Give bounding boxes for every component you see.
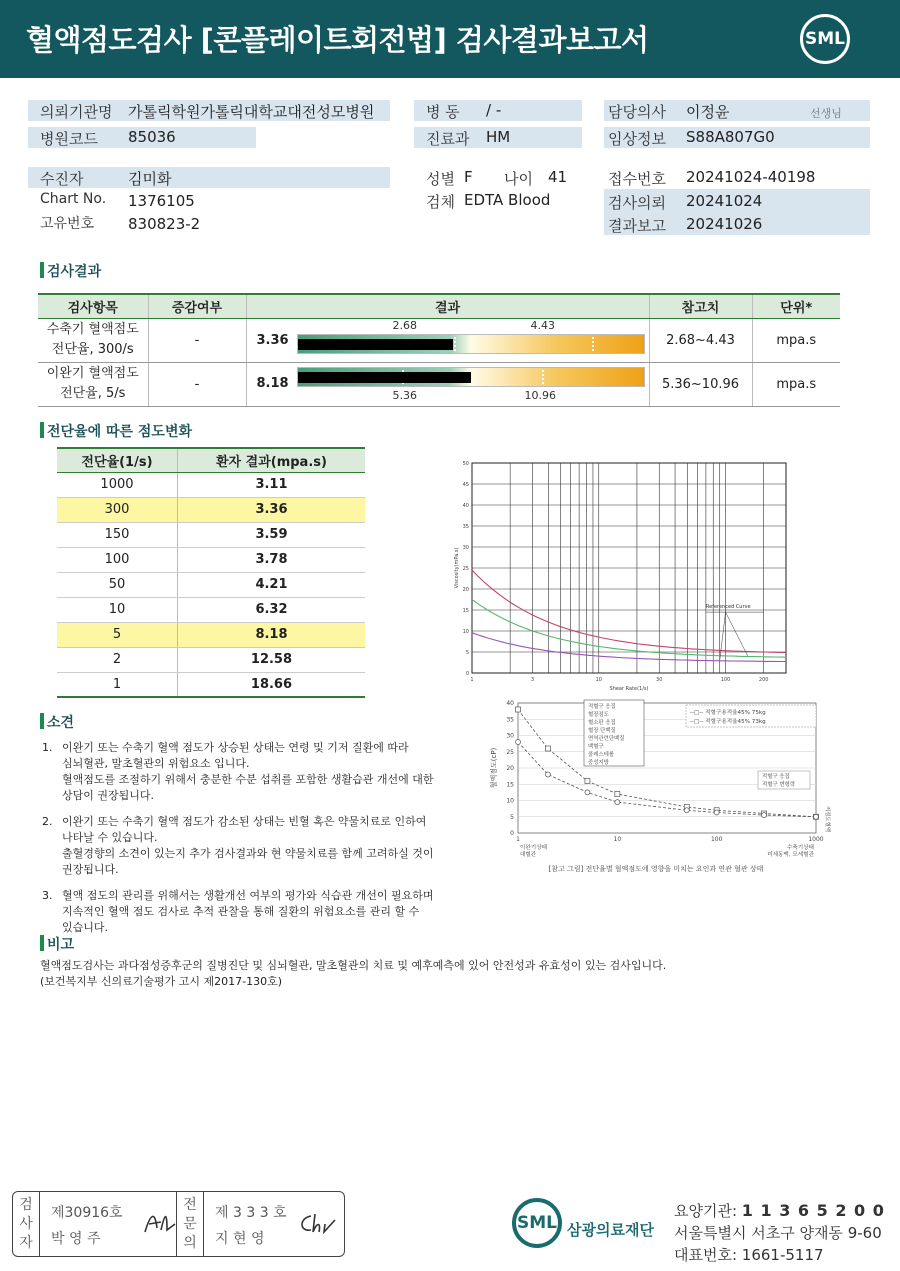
y-tick-label: 5 — [465, 650, 469, 656]
remarks-line-2: (보건복지부 신의료기술평가 고시 제2017-130호) — [40, 975, 283, 988]
data-point — [714, 810, 719, 815]
hospital-code-label: 병원코드 — [40, 130, 98, 148]
shear-rate: 1 — [57, 672, 177, 697]
request-date-value: 20241024 — [686, 192, 763, 210]
y-tick-label: 15 — [462, 608, 469, 614]
col-header-change: 증감여부 — [148, 294, 246, 318]
col-header-unit: 단위* — [752, 294, 840, 318]
tester-signature-icon — [141, 1208, 177, 1236]
opinion-line: 있습니다. — [62, 921, 109, 934]
shear-row — [57, 522, 365, 547]
factor-legend-item: 면역관련단백질 — [588, 736, 625, 742]
x-tick-label: 1000 — [808, 836, 824, 843]
item-shear-rate: 전단율, 300/s — [51, 342, 134, 357]
ref-high-tick: 4.43 — [530, 318, 555, 332]
receipt-label: 접수번호 — [608, 170, 666, 188]
remarks-section-title: 비고 — [47, 934, 74, 954]
tester-name: 박 영 주 — [51, 1231, 101, 1247]
receipt-value: 20241024-40198 — [686, 168, 816, 186]
item-name: 이완기 혈액점도 — [46, 366, 139, 381]
series-legend-item: --□-- 적혈구용적율45% 75kg — [690, 710, 766, 716]
x-tick-label: 1 — [470, 677, 474, 683]
shear-row — [57, 622, 365, 647]
col-header-item: 검사항목 — [38, 294, 148, 318]
change-flag: - — [148, 362, 246, 406]
x-left-label: 대혈관 — [520, 852, 537, 858]
data-point — [585, 790, 590, 795]
unit: mpa.s — [752, 362, 840, 406]
data-point — [585, 779, 590, 784]
age-value: 41 — [548, 168, 568, 186]
result-bar-fill — [298, 372, 471, 383]
specialist-license-no: 제 3 3 3 호 — [215, 1205, 287, 1221]
footer-phone-line: 대표번호: 1661-5117 — [674, 1246, 824, 1264]
shear-row — [57, 547, 365, 572]
footer-org-name: 삼광의료재단 — [567, 1221, 654, 1239]
doctor-label: 담당의사 — [608, 103, 666, 121]
y-tick-label: 25 — [506, 748, 514, 756]
doctor-value: 이정윤 — [686, 103, 730, 121]
y-tick-label: 5 — [510, 813, 514, 821]
remarks-line-1: 혈액점도검사는 과다점성증후군의 질병진단 및 심뇌혈관, 말초혈관의 치료 및 예후예측에 있어 안전성과 유효성이 있는 검사입니다. — [40, 959, 667, 972]
opinion-line: 상담이 권장됩니다. — [62, 789, 155, 802]
reference-viscosity-chart — [480, 697, 832, 883]
report-date-value: 20241026 — [686, 215, 763, 233]
results-section-title: 검사결과 — [47, 261, 101, 281]
change-flag: - — [148, 318, 246, 362]
opinion-number: 2. — [42, 815, 53, 828]
factor-legend-item: 혈장점도 — [588, 712, 609, 718]
data-point — [545, 746, 550, 751]
specimen-label: 검체 — [426, 193, 455, 211]
report-header — [0, 0, 900, 78]
shear-row — [57, 597, 365, 622]
hospital-code-value: 85036 — [128, 128, 176, 146]
opinion-line: 나타날 수 있습니다. — [62, 831, 158, 844]
x-left-label: 이완기상태 — [520, 845, 548, 851]
ward-label: 병 동 — [426, 103, 460, 121]
opinion-line: 권장됩니다. — [62, 863, 119, 876]
ward-value: / - — [486, 101, 502, 119]
shear-rate: 150 — [57, 522, 177, 547]
chart-caption: [참고 그림] 전단율별 혈액점도에 영향을 미치는 요인과 연관 혈관 상태 — [548, 865, 764, 873]
result-row-systolic — [38, 318, 840, 362]
ref-low-tick: 5.36 — [392, 388, 417, 402]
y-tick-label: 15 — [506, 781, 514, 789]
viscosity-curve-chart — [452, 455, 792, 695]
x-tick-label: 100 — [710, 836, 723, 843]
opinion-line: 이완기 또는 수축기 혈액 점도가 상승된 상태는 연령 및 기저 질환에 따라 — [62, 741, 409, 754]
opinion-item — [40, 740, 460, 804]
patient-name-label: 수진자 — [40, 170, 84, 188]
shear-row — [57, 647, 365, 672]
shear-value: 3.78 — [177, 547, 365, 572]
shear-rate: 10 — [57, 597, 177, 622]
specialist-signature-icon — [297, 1210, 337, 1236]
data-point — [684, 808, 689, 813]
item-name: 수축기 혈액점도 — [46, 322, 139, 337]
y-tick-label: 20 — [462, 587, 469, 593]
data-point — [615, 800, 620, 805]
side-legend-item: 적혈구 변형력 — [762, 782, 795, 788]
unique-id-label: 고유번호 — [40, 216, 95, 232]
data-point — [545, 772, 550, 777]
y-tick-label: 10 — [506, 797, 514, 805]
footer-code-line: 요양기관: 1 1 3 6 5 2 0 0 — [674, 1201, 885, 1220]
shear-row — [57, 472, 365, 497]
reference-range: 2.68~4.43 — [649, 318, 752, 362]
opinion-number: 1. — [42, 741, 53, 754]
data-point — [814, 814, 819, 819]
x-right-label: 수축기상태 — [786, 845, 814, 851]
col-header-shear-rate: 전단율(1/s) — [57, 448, 177, 472]
chart-no-value: 1376105 — [128, 192, 195, 210]
y-tick-label: 0 — [465, 671, 469, 677]
institution-code: 1 1 3 6 5 2 0 0 — [741, 1201, 885, 1220]
result-bar-fill — [298, 339, 454, 350]
series-legend-item: --□-- 적혈구용적율45% 73kg — [690, 719, 766, 725]
remarks-text — [40, 958, 666, 990]
factor-legend-item: 적혈구 응집 — [588, 704, 616, 710]
shear-rate: 50 — [57, 572, 177, 597]
x-tick-label: 100 — [720, 677, 731, 683]
shear-value: 3.36 — [177, 497, 365, 522]
shear-value: 4.21 — [177, 572, 365, 597]
shear-viscosity-table — [57, 447, 365, 698]
opinion-list — [40, 740, 460, 946]
col-header-result: 결과 — [246, 294, 649, 318]
opinion-section-title: 소견 — [47, 712, 74, 732]
y-tick-label: 45 — [462, 482, 469, 488]
factor-legend-item: 혈장 단백질 — [588, 728, 616, 734]
tester-license-no: 제30916호 — [51, 1205, 123, 1221]
chart-no-label: Chart No. — [40, 191, 107, 207]
sex-label: 성별 — [426, 170, 455, 188]
shear-section-title: 전단율에 따른 점도변화 — [47, 421, 192, 441]
y-tick-label: 20 — [506, 765, 514, 772]
footer-address: 서울특별시 서초구 양재동 9-60 — [674, 1224, 882, 1242]
opinion-line: 혈액 점도의 관리를 위해서는 생활개선 여부의 평가와 식습관 개선이 필요하며 — [62, 889, 434, 902]
data-point — [516, 707, 521, 712]
shear-value: 18.66 — [177, 672, 365, 697]
data-point — [516, 740, 521, 745]
x-tick-label: 30 — [656, 677, 663, 683]
col-header-reference: 참고치 — [649, 294, 752, 318]
opinion-number: 3. — [42, 889, 53, 902]
y-tick-label: 40 — [506, 700, 514, 707]
y-axis-label: Viscosity(mPa.s) — [454, 547, 460, 589]
opinion-line: 지속적인 혈액 점도 검사로 추적 관찰을 통해 질환의 위험요소를 관리 할 수 — [62, 905, 420, 918]
clinical-value: S88A807G0 — [686, 128, 775, 146]
y-axis-label: 혈액점도(cP) — [490, 747, 498, 789]
clinical-label: 임상정보 — [608, 130, 666, 148]
signature-box — [12, 1191, 345, 1257]
dept-value: HM — [486, 128, 511, 146]
unique-id-value: 830823-2 — [128, 215, 201, 233]
y-tick-label: 50 — [462, 461, 469, 467]
opinion-line: 혈액점도를 조절하기 위해서 충분한 수분 섭취를 포함한 생활습관 개선에 대한 — [62, 773, 434, 786]
doctor-suffix: 선생님 — [810, 107, 842, 120]
y-tick-label: 30 — [506, 732, 514, 740]
shear-row — [57, 572, 365, 597]
opinion-line: 심뇌혈관, 말초혈관의 위험요소 입니다. — [62, 757, 250, 770]
dept-label: 진료과 — [426, 130, 470, 148]
side-legend-item: 적혈구 응집 — [762, 774, 790, 780]
sex-value: F — [464, 168, 473, 186]
shear-rate: 100 — [57, 547, 177, 572]
factor-legend-item: 콜레스테롤 — [588, 752, 615, 758]
x-axis-label: Shear Rate(1/s) — [609, 686, 649, 692]
y-tick-label: 30 — [462, 545, 469, 551]
factor-legend-item: 백혈구 — [588, 744, 604, 750]
result-row-diastolic — [38, 362, 840, 406]
shear-row — [57, 672, 365, 697]
shear-value: 3.11 — [177, 472, 365, 497]
ref-low-tick: 2.68 — [392, 318, 417, 332]
shear-rate: 300 — [57, 497, 177, 522]
data-point — [762, 813, 767, 818]
chart-annotation: Referenced Curve — [705, 603, 751, 610]
shear-value: 3.59 — [177, 522, 365, 547]
result-value: 3.36 — [256, 332, 289, 348]
shear-rate: 2 — [57, 647, 177, 672]
institution-value: 가톨릭학원가톨릭대학교대전성모병원 — [128, 103, 375, 121]
result-value: 8.18 — [256, 375, 289, 391]
request-date-label: 검사의뢰 — [608, 194, 666, 212]
x-tick-label: 3 — [530, 677, 535, 683]
x-right-label: 미세동맥, 모세혈관 — [767, 852, 814, 858]
data-point — [615, 792, 620, 797]
factor-legend-item: 혈소판 응집 — [588, 720, 616, 726]
x-tick-label: 10 — [613, 836, 622, 843]
y-tick-label: 10 — [462, 629, 469, 635]
sml-logo: SML — [800, 14, 850, 64]
ref-high-tick: 10.96 — [524, 388, 556, 402]
result-bar — [297, 367, 645, 387]
y-tick-label: 35 — [462, 524, 469, 530]
opinion-item — [40, 888, 460, 936]
reference-range: 5.36~10.96 — [649, 362, 752, 406]
sml-footer-logo: SML — [512, 1198, 562, 1248]
shear-rate: 1000 — [57, 472, 177, 497]
y-tick-label: 0 — [510, 830, 514, 837]
patient-name-value: 김미화 — [128, 170, 172, 188]
result-bar — [297, 334, 645, 354]
opinion-line: 이완기 또는 수축기 혈액 점도가 감소된 상태는 빈혈 혹은 약물치료로 인하여 — [62, 815, 427, 828]
x-tick-label: 200 — [758, 677, 769, 683]
col-header-patient-result: 환자 결과(mpa.s) — [177, 448, 365, 472]
specimen-value: EDTA Blood — [464, 191, 551, 209]
unit: mpa.s — [752, 318, 840, 362]
y-tick-label: 25 — [462, 566, 469, 572]
opinion-item — [40, 814, 460, 878]
specialist-name: 지 현 영 — [215, 1231, 265, 1247]
shear-value: 6.32 — [177, 597, 365, 622]
y-tick-label: 35 — [506, 716, 514, 724]
age-label: 나이 — [504, 170, 533, 188]
specialist-label: 전 문 의 — [183, 1197, 197, 1251]
right-side-label: 저점도혈액 — [824, 805, 830, 833]
shear-row — [57, 497, 365, 522]
results-table — [38, 293, 840, 407]
item-shear-rate: 전단율, 5/s — [60, 386, 126, 401]
report-title: 혈액점도검사 [콘플레이트회전법] 검사결과보고서 — [26, 23, 649, 57]
phone-number: 1661-5117 — [741, 1246, 824, 1264]
shear-value: 8.18 — [177, 622, 365, 647]
factor-legend-item: 중성지방 — [588, 760, 609, 766]
x-tick-label: 10 — [595, 677, 602, 683]
opinion-line: 출혈경향의 소견이 있는지 추가 검사결과와 현 약물치료를 함께 고려하실 것이 — [62, 847, 434, 860]
tester-label: 검 사 자 — [19, 1197, 33, 1251]
shear-rate: 5 — [57, 622, 177, 647]
institution-label: 의뢰기관명 — [40, 103, 113, 121]
x-tick-label: 1 — [516, 836, 520, 843]
y-tick-label: 40 — [462, 503, 469, 509]
shear-value: 12.58 — [177, 647, 365, 672]
report-date-label: 결과보고 — [608, 217, 666, 235]
